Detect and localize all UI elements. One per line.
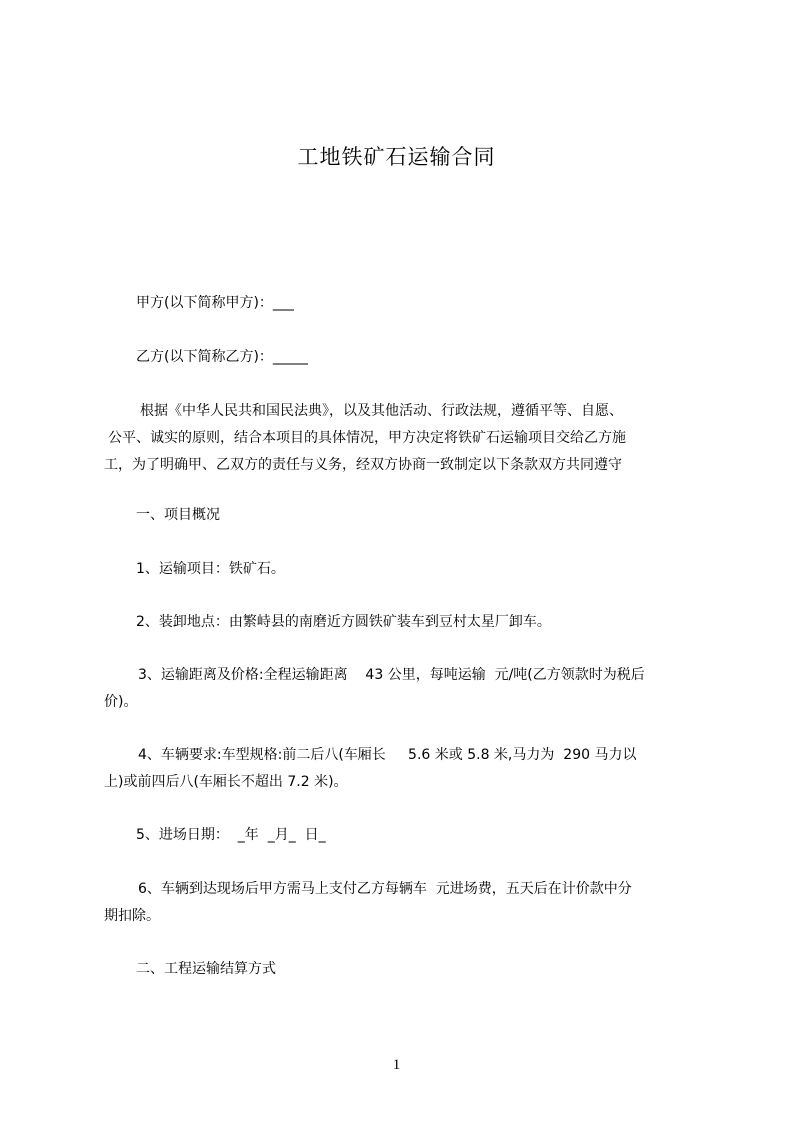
preamble-line-1: 根据《中华人民共和国民法典》，以及其他活动、行政法规，遵循平等、自愿、 [140,403,623,419]
section-2-heading: 二、工程运输结算方式 [136,961,276,977]
item-4-line-1: 4、车辆要求:车型规格:前二后八(车厢长 5.6 米或 5.8 米,马力为 290 马力以 [138,747,637,763]
party-b-line: 乙方(以下简称乙方)：_____ [136,349,308,365]
item-6-line-2: 期扣除。 [104,908,160,924]
item-3-line-1: 3、运输距离及价格:全程运输距离 43 公里，每吨运输 元/吨(乙方领款时为税后 [138,667,645,683]
page-number: 1 [392,1057,401,1073]
section-1-heading: 一、项目概况 [136,507,220,523]
item-5: 5、进场日期： _年 _月_ 日_ [136,827,326,843]
item-3-line-2: 价)。 [104,694,138,710]
preamble-line-3: 工，为了明确甲、乙双方的责任与义务，经双方协商一致制定以下条款双方共同遵守 [104,457,622,473]
item-2: 2、装卸地点：由繁峙县的南磨近方圆铁矿装车到豆村太星厂卸车。 [136,614,551,630]
item-4-line-2: 上)或前四后八(车厢长不超出 7.2 米)。 [104,774,348,790]
document-title: 工地铁矿石运输合同 [297,145,496,169]
item-6-line-1: 6、车辆到达现场后甲方需马上支付乙方每辆车 元进场费，五天后在计价款中分 [138,881,632,897]
party-a-line: 甲方(以下简称甲方)：___ [136,295,294,311]
item-1: 1、运输项目：铁矿石。 [136,561,285,577]
preamble-line-2: 公平、诚实的原则，结合本项目的具体情况，甲方决定将铁矿石运输项目交给乙方施 [108,430,626,446]
